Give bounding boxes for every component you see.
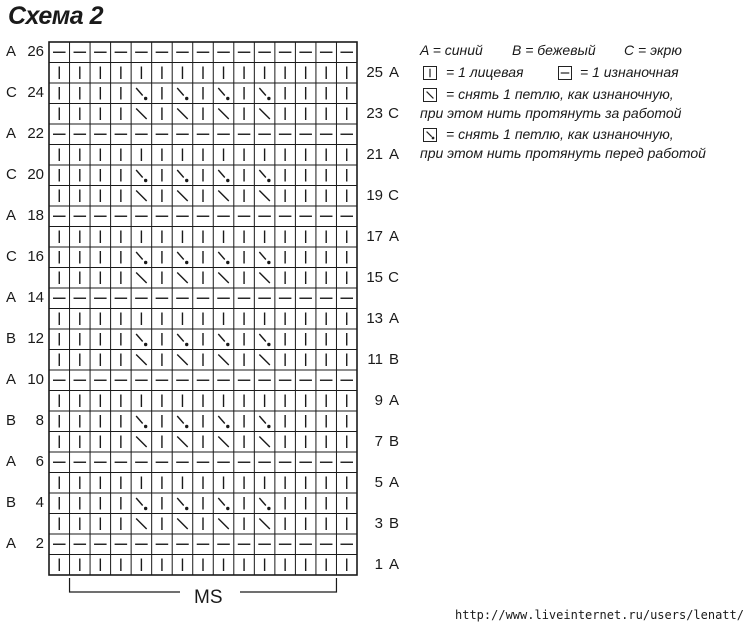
row-label-color: A — [6, 43, 17, 61]
slip-front-stitch — [177, 498, 184, 506]
row-label-color: A — [388, 309, 399, 327]
slip-front-dot — [144, 97, 147, 100]
legend-color-c: C = экрю — [624, 42, 682, 58]
legend-knit: = 1 лицевая — [446, 64, 524, 80]
row-label-number: 4 — [35, 494, 44, 512]
slip-front-dot — [267, 507, 270, 510]
slip-front-dot — [226, 261, 229, 264]
row-label-number: 24 — [27, 84, 44, 102]
slip-back-stitch — [218, 191, 229, 202]
slip-front-dot — [226, 425, 229, 428]
row-label-color: A — [388, 227, 399, 245]
row-label — [6, 288, 46, 308]
row-label-color: B — [388, 350, 399, 368]
slip-front-stitch — [177, 170, 184, 178]
row-label-color: A — [6, 371, 17, 389]
row-label-color: A — [6, 125, 17, 143]
slip-back-stitch — [218, 109, 229, 120]
slip-back-stitch — [218, 355, 229, 366]
row-label-number: 1 — [374, 555, 383, 573]
row-label-color: C — [388, 268, 399, 286]
slip-back-stitch — [177, 109, 188, 120]
row-label-number: 25 — [366, 63, 383, 81]
slip-front-stitch — [259, 88, 266, 96]
slip-front-stitch — [259, 170, 266, 178]
row-label-color: A — [6, 289, 17, 307]
slip-front-stitch — [218, 170, 225, 178]
repeat-bracket-left — [70, 578, 180, 592]
row-label-number: 14 — [27, 289, 44, 307]
slip-front-dot — [144, 179, 147, 182]
slip-front-dot — [226, 179, 229, 182]
row-label-color: B — [6, 412, 17, 430]
legend-slip-front-line1: = снять 1 петлю, как изнаночную, — [446, 126, 674, 142]
row-label-number: 23 — [366, 104, 383, 122]
slip-front-stitch — [218, 252, 225, 260]
slip-front-stitch — [218, 334, 225, 342]
legend-slip-back-line2: при этом нить протянуть за работой — [420, 105, 682, 121]
slip-front-stitch — [259, 334, 266, 342]
row-label-color: A — [388, 391, 399, 409]
row-label-color: A — [388, 473, 399, 491]
row-label-color: C — [388, 186, 399, 204]
legend-slip-back-line1: = снять 1 петлю, как изнаночную, — [446, 86, 674, 102]
row-label-number: 13 — [366, 309, 383, 327]
slip-front-stitch — [218, 498, 225, 506]
slip-back-stitch — [136, 519, 147, 530]
row-label — [6, 370, 46, 390]
row-label-number: 7 — [374, 432, 383, 450]
slip-back-stitch — [136, 191, 147, 202]
slip-back-stitch — [177, 437, 188, 448]
slip-front-stitch — [177, 252, 184, 260]
row-label-color: B — [6, 494, 17, 512]
slip-front-stitch — [259, 498, 266, 506]
row-label — [6, 83, 46, 103]
slip-back-stitch — [136, 273, 147, 284]
row-label-number: 22 — [27, 125, 44, 143]
row-label-number: 12 — [27, 330, 44, 348]
slip-back-stitch — [259, 273, 270, 284]
repeat-bracket-right — [240, 578, 336, 592]
row-label — [6, 534, 46, 554]
row-label-color: A — [388, 145, 399, 163]
row-label-number: 2 — [35, 535, 44, 553]
slip-back-stitch — [177, 519, 188, 530]
slip-front-stitch — [136, 334, 143, 342]
slip-front-dot — [226, 97, 229, 100]
row-label-number: 8 — [35, 412, 44, 430]
row-label-number: 18 — [27, 207, 44, 225]
slip-back-stitch — [218, 519, 229, 530]
row-label-color: A — [6, 453, 17, 471]
legend-slip-front-line2: при этом нить протянуть перед работой — [420, 145, 706, 161]
row-label-color: A — [6, 207, 17, 225]
slip-front-stitch — [177, 334, 184, 342]
slip-front-dot — [267, 425, 270, 428]
slip-back-stitch — [218, 437, 229, 448]
slip-front-dot — [185, 425, 188, 428]
slip-front-stitch — [136, 170, 143, 178]
slip-front-dot — [144, 425, 147, 428]
row-label-number: 17 — [366, 227, 383, 245]
slip-back-symbol-icon — [423, 88, 437, 102]
slip-front-dot — [267, 261, 270, 264]
slip-front-stitch — [259, 252, 266, 260]
slip-front-dot — [226, 507, 229, 510]
slip-front-dot — [267, 179, 270, 182]
slip-back-stitch — [259, 519, 270, 530]
slip-back-stitch — [259, 191, 270, 202]
slip-back-stitch — [177, 191, 188, 202]
row-label — [6, 42, 46, 62]
slip-back-stitch — [177, 273, 188, 284]
slip-back-stitch — [136, 355, 147, 366]
row-label-color: C — [6, 84, 17, 102]
slip-front-stitch — [177, 416, 184, 424]
row-label-color: A — [388, 63, 399, 81]
row-label-color: C — [6, 248, 17, 266]
slip-back-stitch — [259, 355, 270, 366]
purl-symbol-icon — [558, 66, 572, 80]
legend-color-b: B = бежевый — [512, 42, 596, 58]
chart-grid — [49, 42, 357, 575]
row-label-number: 10 — [27, 371, 44, 389]
repeat-label: MS — [194, 587, 223, 608]
legend-color-a: A = синий — [420, 42, 483, 58]
slip-front-dot — [144, 507, 147, 510]
row-label-number: 21 — [366, 145, 383, 163]
slip-front-dot — [144, 343, 147, 346]
row-label-number: 19 — [366, 186, 383, 204]
source-url: http://www.liveinternet.ru/users/lenatt/ — [455, 608, 744, 622]
slip-front-stitch — [177, 88, 184, 96]
row-label-color: B — [388, 432, 399, 450]
slip-front-dot — [267, 97, 270, 100]
row-label-number: 9 — [374, 391, 383, 409]
row-label — [6, 329, 46, 349]
chart-title: Схема 2 — [8, 2, 103, 30]
row-label-number: 5 — [374, 473, 383, 491]
row-label-color: A — [388, 555, 399, 573]
slip-back-stitch — [136, 109, 147, 120]
slip-front-stitch — [218, 88, 225, 96]
slip-front-dot — [185, 343, 188, 346]
row-label — [6, 165, 46, 185]
row-label-number: 3 — [374, 514, 383, 532]
slip-front-dot — [185, 261, 188, 264]
knit-symbol-icon — [423, 66, 437, 80]
row-label — [6, 452, 46, 472]
row-label-number: 11 — [367, 350, 383, 368]
row-label — [6, 411, 46, 431]
slip-front-stitch — [218, 416, 225, 424]
slip-back-stitch — [259, 109, 270, 120]
slip-front-dot — [185, 507, 188, 510]
slip-back-stitch — [259, 437, 270, 448]
row-label-number: 15 — [366, 268, 383, 286]
slip-back-stitch — [136, 437, 147, 448]
slip-back-stitch — [218, 273, 229, 284]
row-label-number: 20 — [27, 166, 44, 184]
slip-front-symbol-icon — [423, 128, 437, 142]
slip-front-stitch — [136, 498, 143, 506]
legend-purl: = 1 изнаночная — [580, 64, 679, 80]
row-label-number: 26 — [27, 43, 44, 61]
slip-back-stitch — [177, 355, 188, 366]
row-label-color: C — [388, 104, 399, 122]
row-label — [6, 206, 46, 226]
slip-front-dot — [267, 343, 270, 346]
slip-front-stitch — [136, 88, 143, 96]
row-label-color: C — [6, 166, 17, 184]
row-label-color: A — [6, 535, 17, 553]
row-label-color: B — [388, 514, 399, 532]
slip-front-stitch — [259, 416, 266, 424]
row-label — [6, 124, 46, 144]
row-label-number: 16 — [27, 248, 44, 266]
row-label-color: B — [6, 330, 17, 348]
slip-front-dot — [226, 343, 229, 346]
slip-front-stitch — [136, 416, 143, 424]
row-label — [6, 247, 46, 267]
slip-front-dot — [144, 261, 147, 264]
slip-front-dot — [185, 97, 188, 100]
row-label — [6, 493, 46, 513]
slip-front-stitch — [136, 252, 143, 260]
slip-front-dot — [185, 179, 188, 182]
row-label-number: 6 — [35, 453, 44, 471]
